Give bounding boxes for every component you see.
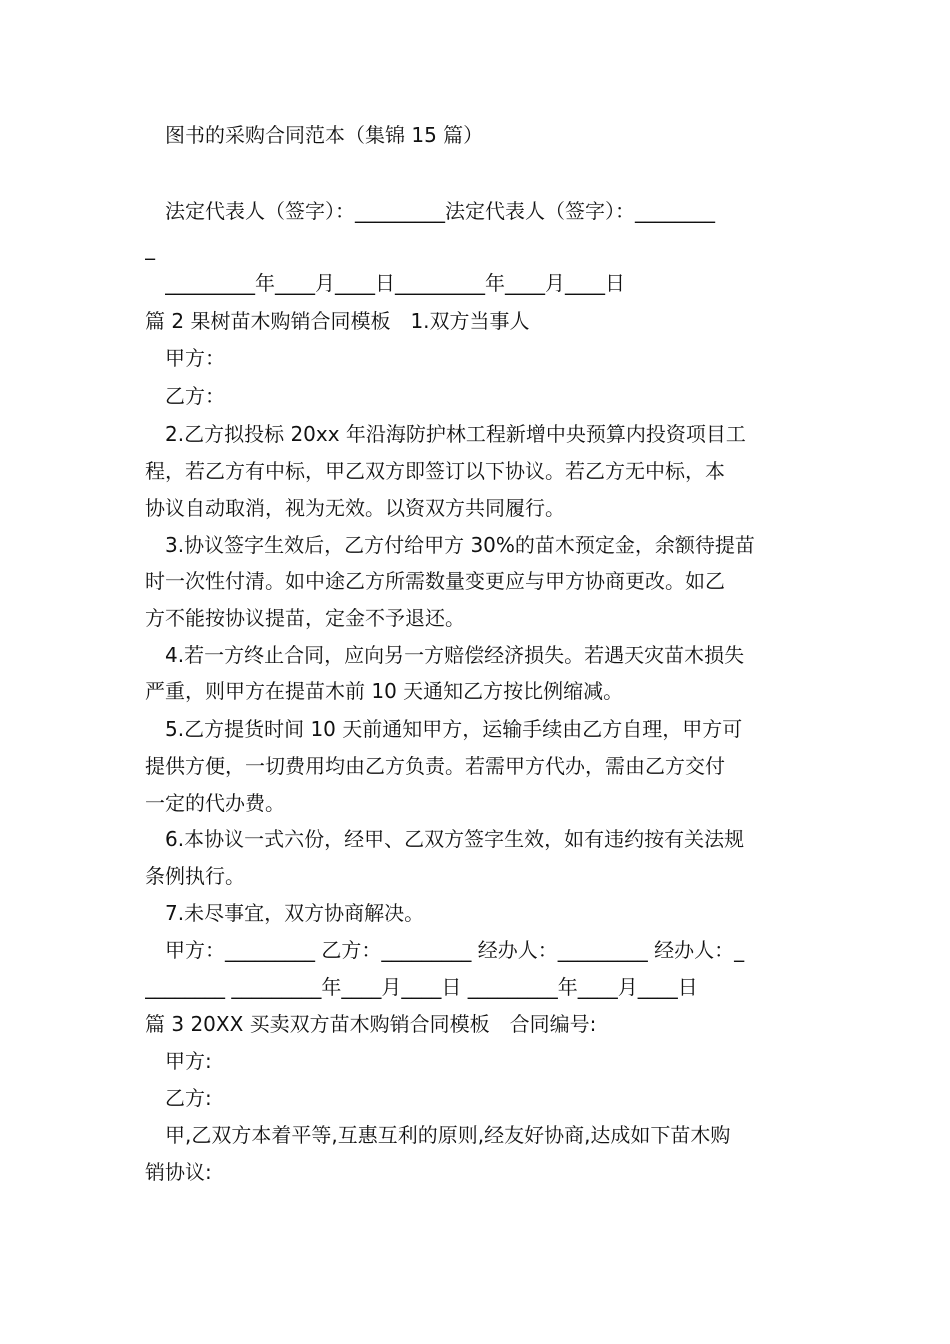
document-title: 图书的采购合同范本（集锦 15 篇） [165,123,484,147]
clause-7-line: 7.未尽事宜，双方协商解决。 [165,901,425,925]
clause-5-line: 一定的代办费。 [145,791,285,815]
clause-5-line: 5.乙方提货时间 10 天前通知甲方，运输手续由乙方自理，甲方可 [165,717,743,741]
section-3-heading: 篇 3 20XX 买卖双方苗木购销合同模板 合同编号: [145,1012,597,1036]
party-b-label: 乙方： [165,384,225,408]
date-line: _________年____月____日_________年____月____日 [165,271,625,295]
party-b-label: 乙方: [165,1086,212,1110]
clause-2-line: 程，若乙方有中标，甲乙双方即签订以下协议。若乙方无中标，本 [145,459,725,483]
clause-3-line: 方不能按协议提苗，定金不予退还。 [145,606,465,630]
clause-4-line: 4.若一方终止合同，应向另一方赔偿经济损失。若遇天灾苗木损失 [165,643,745,667]
signature-dates: ________ _________年____月____日 _________年____月____日 [145,975,698,999]
party-a-label: 甲方: [165,1049,212,1073]
party-a-label: 甲方： [165,346,225,370]
clause-6-line: 条例执行。 [145,864,245,888]
clause-3-line: 3.协议签字生效后，乙方付给甲方 30%的苗木预定金，余额待提苗 [165,533,755,557]
signature-line: 法定代表人（签字）：_________法定代表人（签字）：________ [165,199,715,223]
signature-line-wrap: _ [145,236,155,260]
clause-2-line: 协议自动取消，视为无效。以资双方共同履行。 [145,496,565,520]
clause-3-line: 时一次性付清。如中途乙方所需数量变更应与甲方协商更改。如乙 [145,569,725,593]
intro-line: 销协议: [145,1160,212,1184]
signature-block: 甲方：_________ 乙方：_________ 经办人：_________ 经办人：_ [165,938,745,962]
section-2-heading: 篇 2 果树苗木购销合同模板 1.双方当事人 [145,309,530,333]
clause-4-line: 严重，则甲方在提苗木前 10 天通知乙方按比例缩减。 [145,679,624,703]
clause-2-line: 2.乙方拟投标 20xx 年沿海防护林工程新增中央预算内投资项目工 [165,422,746,446]
intro-line: 甲,乙双方本着平等,互惠互利的原则,经友好协商,达成如下苗木购 [165,1123,731,1147]
clause-5-line: 提供方便，一切费用均由乙方负责。若需甲方代办，需由乙方交付 [145,754,725,778]
clause-6-line: 6.本协议一式六份，经甲、乙双方签字生效，如有违约按有关法规 [165,827,745,851]
